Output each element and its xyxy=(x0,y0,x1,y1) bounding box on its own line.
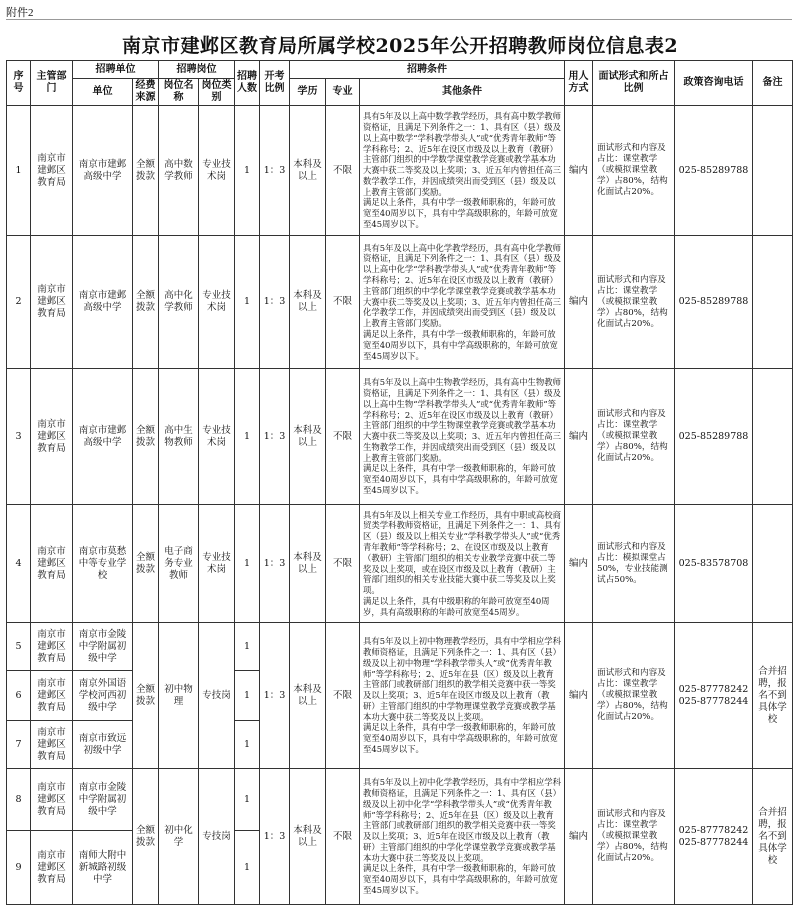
cell-count: 1 xyxy=(235,769,260,831)
table-row xyxy=(7,769,793,831)
document-title: 南京市建邺区教育局所属学校2025年公开招聘教师岗位信息表2 xyxy=(121,35,679,57)
cell-edu: 本科及以上 xyxy=(290,369,326,505)
cell-count: 1 xyxy=(235,106,260,236)
cell-note xyxy=(753,505,793,623)
cell-funding: 全额拨款 xyxy=(133,369,159,505)
cell-post-type: 专技岗 xyxy=(199,769,235,905)
header-post-group: 招聘岗位 xyxy=(159,61,235,79)
cell-hire: 编内 xyxy=(565,106,593,236)
cell-post-name: 高中数学教师 xyxy=(159,106,199,236)
header-unit-group: 招聘单位 xyxy=(73,61,159,79)
cell-major: 不限 xyxy=(326,769,360,905)
cell-major: 不限 xyxy=(326,369,360,505)
cell-note: 合并招聘，报名不到具体学校 xyxy=(753,769,793,905)
attachment-label: 附件2 xyxy=(6,7,34,19)
cell-unit: 南京市建邺高级中学 xyxy=(73,106,133,236)
cell-post-name: 初中物理 xyxy=(159,623,199,769)
cell-post-type: 专业技术岗 xyxy=(199,369,235,505)
table-row xyxy=(7,236,793,369)
cell-seq: 5 xyxy=(7,623,31,671)
header-major: 专业 xyxy=(326,79,360,106)
cell-edu: 本科及以上 xyxy=(290,106,326,236)
header-ratio: 开考比例 xyxy=(260,61,290,106)
header-dept: 主管部门 xyxy=(31,61,73,106)
cell-funding: 全额拨款 xyxy=(133,505,159,623)
cell-ratio: 1：3 xyxy=(260,505,290,623)
cell-dept: 南京市建邺区教育局 xyxy=(31,721,73,769)
header-cond-group: 招聘条件 xyxy=(290,61,565,79)
cell-edu: 本科及以上 xyxy=(290,505,326,623)
recruitment-table xyxy=(6,60,793,905)
header-note: 备注 xyxy=(753,61,793,106)
cell-seq: 6 xyxy=(7,671,31,721)
cell-dept: 南京市建邺区教育局 xyxy=(31,236,73,369)
cell-post-name: 高中生物教师 xyxy=(159,369,199,505)
cell-other: 具有5年及以上相关专业工作经历，具有中职或高校商贸类学科教师资格证，且满足下列条件之一：1、具有区（县）级及以上相关专业“学科教学带头人”或“优秀青年教师”等学科称号；2、在设区市级及以上教育（教研）主管部门组织的相关专业教学竞赛中获二等奖及以上奖项，或在设区市级及以上教育（教研）主管部门组织的相关专业技能大赛中获二等奖及以上奖项。 满足以上条件，具有中级职称的年龄可放宽至40周岁，具有高级职称的年龄可放宽至45周岁。 xyxy=(360,505,565,623)
cell-count: 1 xyxy=(235,831,260,905)
cell-seq: 1 xyxy=(7,106,31,236)
cell-count: 1 xyxy=(235,671,260,721)
cell-seq: 4 xyxy=(7,505,31,623)
cell-post-name: 高中化学教师 xyxy=(159,236,199,369)
cell-unit: 南京市金陵中学附属初级中学 xyxy=(73,769,133,831)
table-row xyxy=(7,505,793,623)
cell-phone: 025-83578708 xyxy=(675,505,753,623)
cell-ratio: 1：3 xyxy=(260,106,290,236)
cell-hire: 编内 xyxy=(565,505,593,623)
cell-note xyxy=(753,369,793,505)
cell-post-name: 初中化学 xyxy=(159,769,199,905)
cell-phone xyxy=(675,623,753,769)
phone-2: 025-87778244 xyxy=(678,695,749,707)
cell-funding: 全额拨款 xyxy=(133,769,159,905)
cell-edu: 本科及以上 xyxy=(290,623,326,769)
cell-post-type: 专业技术岗 xyxy=(199,236,235,369)
top-border xyxy=(6,19,792,20)
cell-count: 1 xyxy=(235,236,260,369)
cell-seq: 8 xyxy=(7,769,31,831)
cell-hire: 编内 xyxy=(565,236,593,369)
header-edu: 学历 xyxy=(290,79,326,106)
cell-hire: 编内 xyxy=(565,623,593,769)
cell-ratio: 1：3 xyxy=(260,369,290,505)
cell-seq: 2 xyxy=(7,236,31,369)
cell-count: 1 xyxy=(235,623,260,671)
header-funding: 经费来源 xyxy=(133,79,159,106)
header-post-name: 岗位名称 xyxy=(159,79,199,106)
table-row xyxy=(7,369,793,505)
cell-post-type: 专业技术岗 xyxy=(199,505,235,623)
table-row xyxy=(7,623,793,671)
cell-note xyxy=(753,106,793,236)
cell-funding: 全额拨款 xyxy=(133,236,159,369)
cell-major: 不限 xyxy=(326,106,360,236)
cell-unit: 南京市建邺高级中学 xyxy=(73,369,133,505)
cell-count: 1 xyxy=(235,721,260,769)
header-count: 招聘人数 xyxy=(235,61,260,106)
header-unit: 单位 xyxy=(73,79,133,106)
header-post-type: 岗位类别 xyxy=(199,79,235,106)
cell-dept: 南京市建邺区教育局 xyxy=(31,769,73,831)
cell-post-name: 电子商务专业教师 xyxy=(159,505,199,623)
cell-hire: 编内 xyxy=(565,769,593,905)
table-row xyxy=(7,106,793,236)
cell-exam: 面试形式和内容及占比：课堂教学（或模拟课堂教学）占80%，结构化面试占20%。 xyxy=(593,369,675,505)
cell-funding: 全额拨款 xyxy=(133,106,159,236)
cell-major: 不限 xyxy=(326,236,360,369)
cell-exam: 面试形式和内容及占比：课堂教学（或模拟课堂教学）占80%，结构化面试占20%。 xyxy=(593,623,675,769)
cell-phone: 025-85289788 xyxy=(675,369,753,505)
cell-phone: 025-85289788 xyxy=(675,236,753,369)
phone-1: 025-87778242 xyxy=(678,824,749,836)
header-exam: 面试形式和所占比例 xyxy=(593,61,675,106)
cell-edu: 本科及以上 xyxy=(290,769,326,905)
cell-count: 1 xyxy=(235,505,260,623)
cell-seq: 7 xyxy=(7,721,31,769)
cell-unit: 南师大附中新城路初级中学 xyxy=(73,831,133,905)
cell-ratio: 1：3 xyxy=(260,236,290,369)
cell-seq: 3 xyxy=(7,369,31,505)
cell-unit: 南京市建邺高级中学 xyxy=(73,236,133,369)
cell-exam: 面试形式和内容及占比：课堂教学（或模拟课堂教学）占80%，结构化面试占20%。 xyxy=(593,106,675,236)
phone-2: 025-87778244 xyxy=(678,836,749,848)
header-phone: 政策咨询电话 xyxy=(675,61,753,106)
header-seq: 序号 xyxy=(7,61,31,106)
cell-dept: 南京市建邺区教育局 xyxy=(31,369,73,505)
cell-post-type: 专业技术岗 xyxy=(199,106,235,236)
cell-ratio: 1：3 xyxy=(260,623,290,769)
cell-unit: 南京市莫愁中等专业学校 xyxy=(73,505,133,623)
cell-ratio: 1：3 xyxy=(260,769,290,905)
cell-dept: 南京市建邺区教育局 xyxy=(31,671,73,721)
cell-dept: 南京市建邺区教育局 xyxy=(31,505,73,623)
header-other: 其他条件 xyxy=(360,79,565,106)
cell-exam: 面试形式和内容及占比：课堂教学（或模拟课堂教学）占80%，结构化面试占20%。 xyxy=(593,236,675,369)
cell-other: 具有5年及以上高中数学教学经历，具有高中数学教师资格证，且满足下列条件之一：1、具有区（县）级及以上高中数学“学科教学带头人”或“优秀青年教师”等学科称号；2、近5年在设区市级及以上教育（教研）主管部门组织的中学数学课堂教学竞赛或教学基本功大赛中获二等奖及以上奖项；3、近五年内曾担任高三数学教学工作，并因成绩突出而受到区（县）级及以上教育主管部门奖励。 满足以上条件，具有中学一级教师职称的，年龄可放宽至40周岁以下，具有中学高级职称的，年龄可放宽至45周岁以下。 xyxy=(360,106,565,236)
cell-hire: 编内 xyxy=(565,369,593,505)
cell-funding: 全额拨款 xyxy=(133,623,159,769)
cell-dept: 南京市建邺区教育局 xyxy=(31,106,73,236)
cell-unit: 南京市金陵中学附属初级中学 xyxy=(73,623,133,671)
cell-other: 具有5年及以上初中化学教学经历，具有中学相应学科教师资格证，且满足下列条件之一：1、具有区（县）级及以上初中化学“学科教学带头人”或“优秀青年教师”等学科称号；2、近5年在县（区）级及以上教育主管部门或教研部门组织的教学相关竞赛中获一等奖及以上奖项；3、近5年在设区市级及以上教育（教研）主管部门组织的中学化学课堂教学竞赛或教学基本功大赛中获二等奖及以上奖项。 满足以上条件，具有中学一级教师职称的，年龄可放宽至40周岁以下，具有中学高级职称的，年龄可放宽至45周岁以下。 xyxy=(360,769,565,905)
cell-note: 合并招聘，报名不到具体学校 xyxy=(753,623,793,769)
cell-post-type: 专技岗 xyxy=(199,623,235,769)
cell-exam: 面试形式和内容及占比：课堂教学（或模拟课堂教学）占80%，结构化面试占20%。 xyxy=(593,769,675,905)
cell-seq: 9 xyxy=(7,831,31,905)
cell-unit: 南京外国语学校河西初级中学 xyxy=(73,671,133,721)
cell-unit: 南京市致远初级中学 xyxy=(73,721,133,769)
cell-other: 具有5年及以上初中物理教学经历，具有中学相应学科教师资格证，且满足下列条件之一：1、具有区（县）级及以上初中物理“学科教学带头人”或“优秀青年教师”等学科称号；2、近5年在县（区）级及以上教育主管部门或教研部门组织的教学相关竞赛中获一等奖及以上奖项；3、近5年在设区市级及以上教育（教研）主管部门组织的中学物理课堂教学竞赛或教学基本功大赛中获二等奖及以上奖项。 满足以上条件，具有中学一级教师职称的，年龄可放宽至40周岁以下，具有中学高级职称的，年龄可放宽至45周岁以下。 xyxy=(360,623,565,769)
cell-dept: 南京市建邺区教育局 xyxy=(31,831,73,905)
cell-edu: 本科及以上 xyxy=(290,236,326,369)
cell-count: 1 xyxy=(235,369,260,505)
cell-note xyxy=(753,236,793,369)
phone-1: 025-87778242 xyxy=(678,683,749,695)
cell-other: 具有5年及以上高中化学教学经历，具有高中化学教师资格证，且满足下列条件之一：1、具有区（县）级及以上高中化学“学科教学带头人”或“优秀青年教师”等学科称号；2、近5年在设区市级及以上教育（教研）主管部门组织的中学化学课堂教学竞赛或教学基本功大赛中获二等奖及以上奖项；3、近五年内曾担任高三化学教学工作，并因成绩突出而受到区（县）级及以上教育主管部门奖励。 满足以上条件，具有中学一级教师职称的，年龄可放宽至40周岁以下，具有中学高级职称的，年龄可放宽至45周岁以下。 xyxy=(360,236,565,369)
header-hire: 用人方式 xyxy=(565,61,593,106)
cell-exam: 面试形式和内容及占比：模拟课堂占50%，专业技能测试占50%。 xyxy=(593,505,675,623)
cell-other: 具有5年及以上高中生物教学经历，具有高中生物教师资格证，且满足下列条件之一：1、具有区（县）级及以上高中生物“学科教学带头人”或“优秀青年教师”等学科称号；2、近5年在设区市级及以上教育（教研）主管部门组织的中学生物课堂教学竞赛或教学基本功大赛中获二等奖及以上奖项；3、近五年内曾担任高三生物教学工作，并因成绩突出而受到区（县）级及以上教育主管部门奖励。 满足以上条件，具有中学一级教师职称的，年龄可放宽至40周岁以下，具有中学高级职称的，年龄可放宽至45周岁以下。 xyxy=(360,369,565,505)
cell-major: 不限 xyxy=(326,623,360,769)
cell-dept: 南京市建邺区教育局 xyxy=(31,623,73,671)
cell-major: 不限 xyxy=(326,505,360,623)
cell-phone: 025-85289788 xyxy=(675,106,753,236)
cell-phone xyxy=(675,769,753,905)
